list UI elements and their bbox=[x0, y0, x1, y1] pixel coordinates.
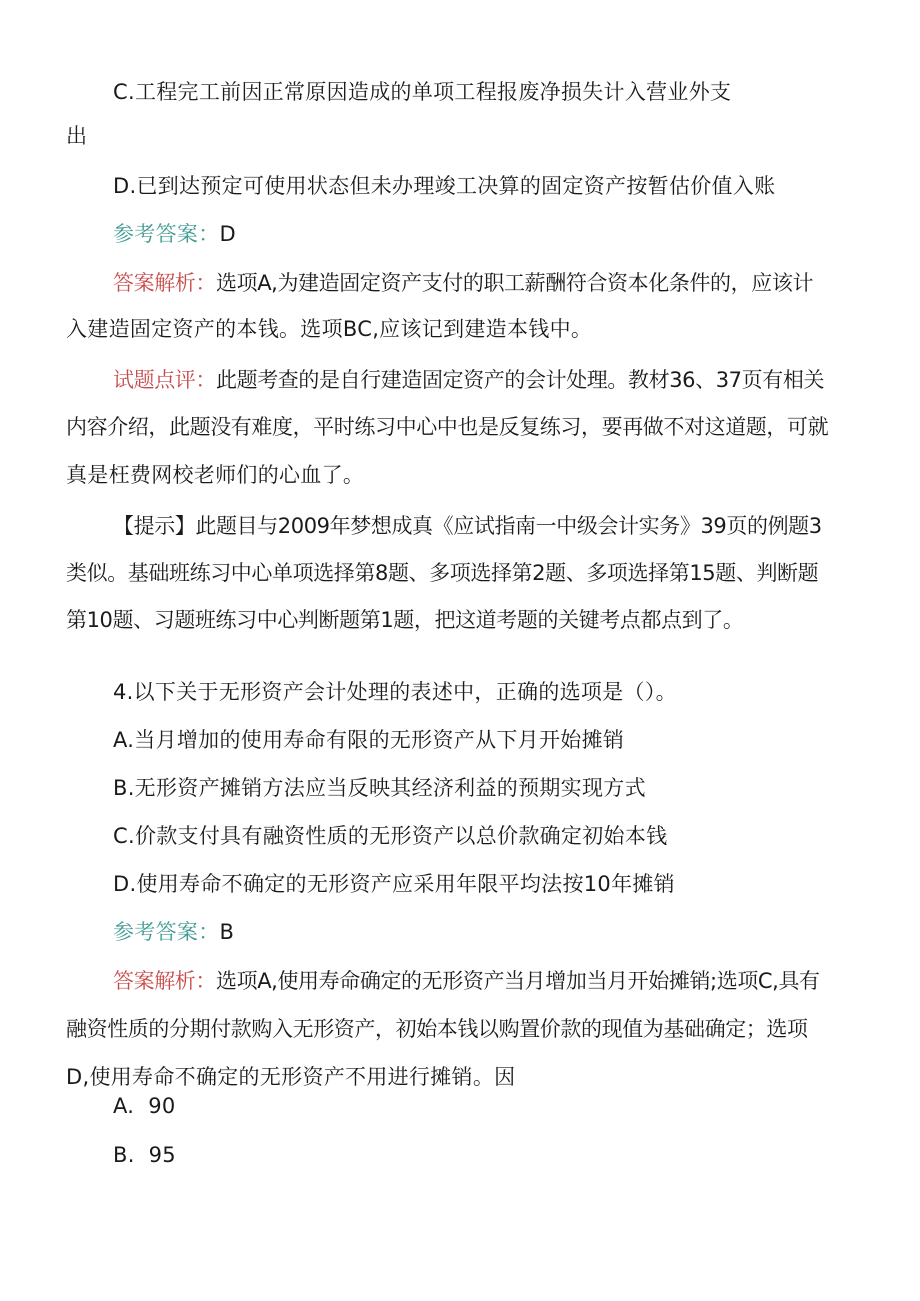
q3-comment-line3: 真是枉费网校老师们的心血了。 bbox=[66, 463, 365, 487]
q3-tip-line1: 【提示】此题目与2009年梦想成真《应试指南一中级会计实务》39页的例题3 bbox=[113, 514, 822, 538]
analysis-label: 答案解析： bbox=[113, 271, 216, 295]
q4-option-a: A.当月增加的使用寿命有限的无形资产从下月开始摊销 bbox=[113, 728, 625, 752]
q3-option-c-line2: 出 bbox=[66, 124, 88, 148]
q4-option-d: D.使用寿命不确定的无形资产应采用年限平均法按10年摊销 bbox=[113, 872, 675, 896]
q4-analysis-line1 bbox=[113, 966, 820, 996]
extra-option-a bbox=[113, 1091, 176, 1121]
analysis-text: 选项A,为建造固定资产支付的职工薪酬符合资本化条件的，应该计 bbox=[216, 271, 814, 295]
answer-label: 参考答案： bbox=[113, 920, 220, 944]
option-letter: A. bbox=[113, 1094, 135, 1118]
q4-option-c: C.价款支付具有融资性质的无形资产以总价款确定初始本钱 bbox=[113, 824, 668, 848]
q3-option-c-line1: C.工程完工前因正常原因造成的单项工程报废净损失计入营业外支 bbox=[113, 80, 732, 104]
q4-analysis-line2: 融资性质的分期付款购入无形资产，初始本钱以购置价款的现值为基础确定；选项 bbox=[66, 1017, 808, 1041]
q4-answer bbox=[113, 917, 234, 947]
answer-value: D bbox=[219, 222, 236, 246]
q3-option-d: D.已到达预定可使用状态但未办理竣工决算的固定资产按暂估价值入账 bbox=[113, 174, 776, 198]
option-letter: B. bbox=[113, 1143, 135, 1167]
analysis-text: 选项A,使用寿命确定的无形资产当月增加当月开始摊销;选项C,具有 bbox=[216, 969, 820, 993]
comment-text: 此题考查的是自行建造固定资产的会计处理。教材36、37页有相关 bbox=[216, 368, 825, 392]
q4-stem: 4.以下关于无形资产会计处理的表述中，正确的选项是（）。 bbox=[113, 680, 677, 704]
answer-label: 参考答案： bbox=[113, 222, 220, 246]
q3-tip-line3: 第10题、习题班练习中心判断题第1题，把这道考题的关键考点都点到了。 bbox=[66, 608, 744, 632]
extra-option-b bbox=[113, 1140, 176, 1170]
q4-analysis-line3: D,使用寿命不确定的无形资产不用进行摊销。因 bbox=[66, 1065, 516, 1089]
option-value: 90 bbox=[148, 1094, 176, 1118]
q3-tip-line2: 类似。基础班练习中心单项选择第8题、多项选择第2题、多项选择第15题、判断题 bbox=[66, 561, 819, 585]
q3-answer bbox=[113, 219, 236, 249]
analysis-label: 答案解析： bbox=[113, 969, 216, 993]
q3-comment-line2: 内容介绍，此题没有难度，平时练习中心中也是反复练习，要再做不对这道题，可就 bbox=[66, 415, 829, 439]
q3-comment-line1 bbox=[113, 365, 824, 395]
q4-option-b: B.无形资产摊销方法应当反映其经济利益的预期实现方式 bbox=[113, 776, 646, 800]
answer-value: B bbox=[219, 920, 235, 944]
comment-label: 试题点评： bbox=[113, 368, 216, 392]
q3-analysis-line2: 入建造固定资产的本钱。选项BC,应该记到建造本钱中。 bbox=[66, 317, 593, 341]
q3-analysis-line1 bbox=[113, 268, 813, 298]
option-value: 95 bbox=[148, 1143, 176, 1167]
